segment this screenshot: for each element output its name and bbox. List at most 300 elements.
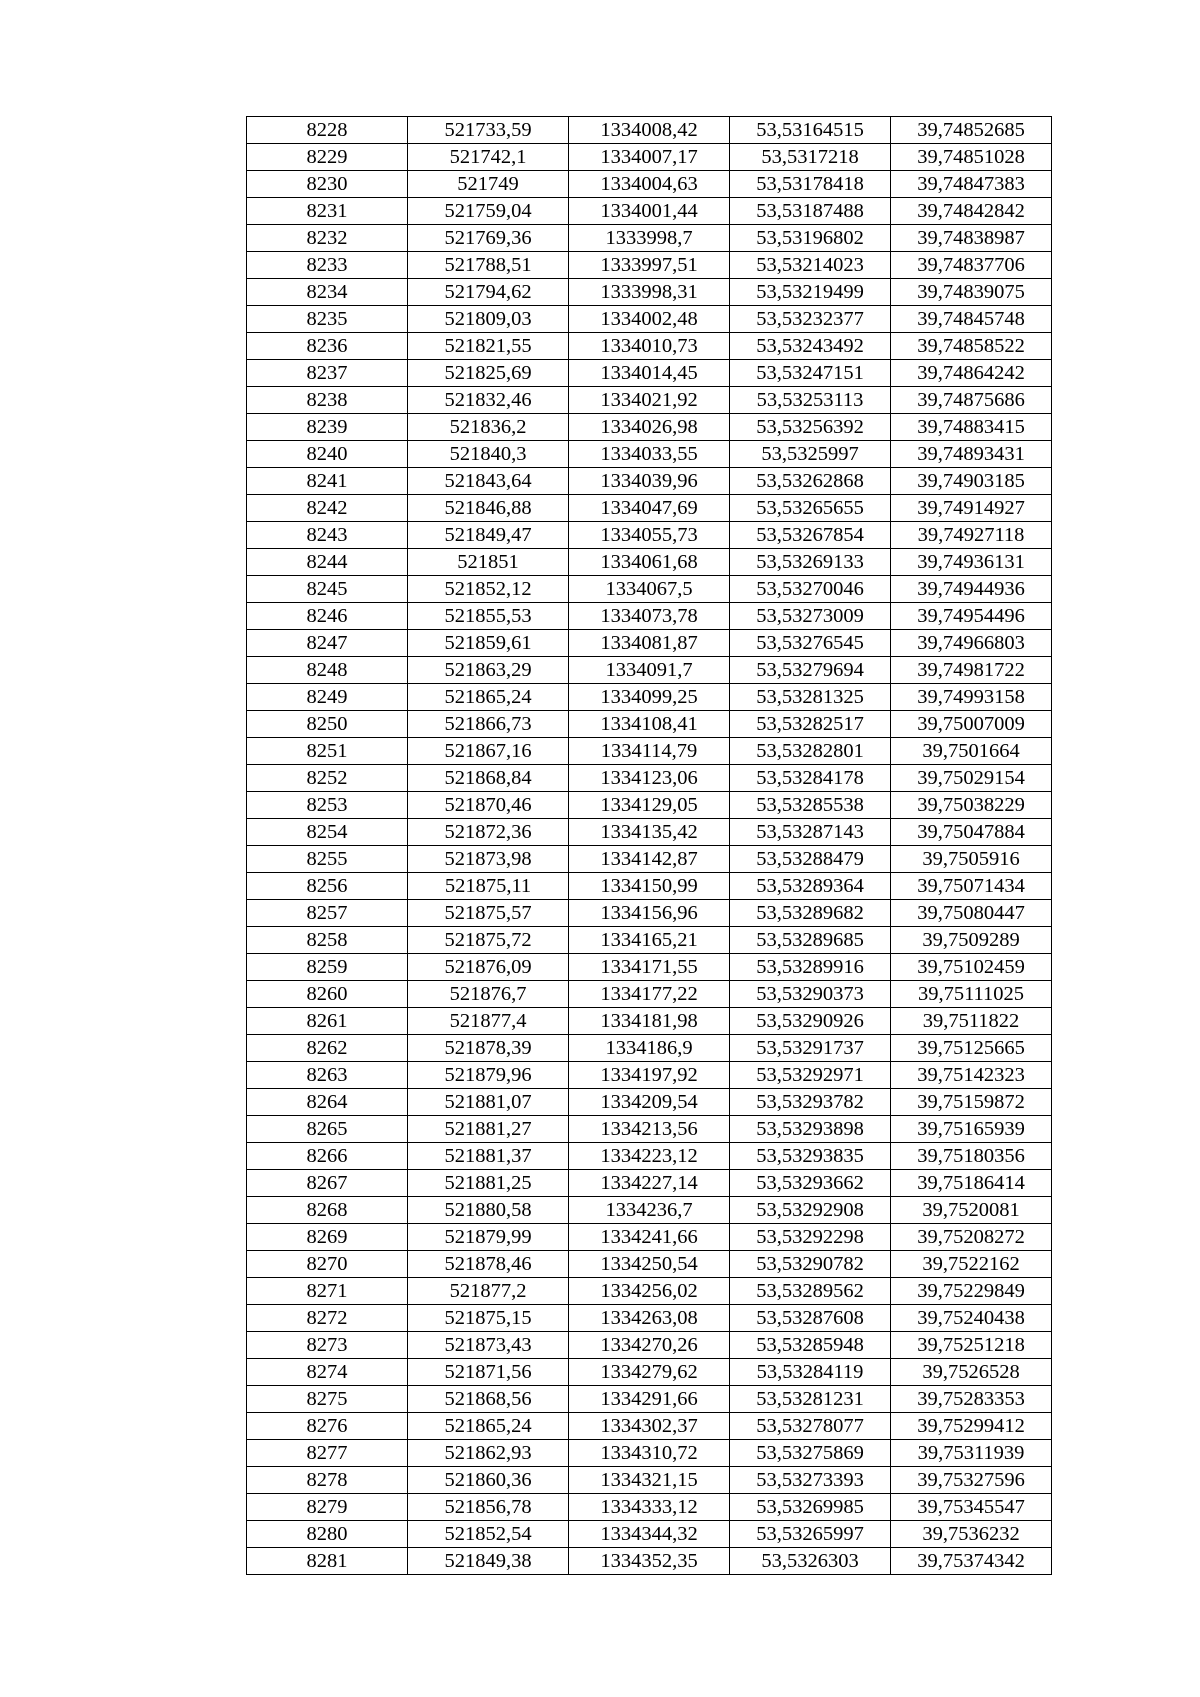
- point-number-cell: 8239: [247, 414, 408, 441]
- x-coordinate-cell: 521865,24: [408, 1413, 569, 1440]
- x-coordinate-cell: 521794,62: [408, 279, 569, 306]
- x-coordinate-cell: 521868,84: [408, 765, 569, 792]
- y-coordinate-cell: 1334001,44: [569, 198, 730, 225]
- x-coordinate-cell: 521856,78: [408, 1494, 569, 1521]
- table-row: [247, 360, 1052, 387]
- latitude-cell: 53,53178418: [730, 171, 891, 198]
- latitude-cell: 53,53290782: [730, 1251, 891, 1278]
- point-number-cell: 8250: [247, 711, 408, 738]
- point-number-cell: 8261: [247, 1008, 408, 1035]
- latitude-cell: 53,53219499: [730, 279, 891, 306]
- latitude-cell: 53,53289685: [730, 927, 891, 954]
- y-coordinate-cell: 1334091,7: [569, 657, 730, 684]
- latitude-cell: 53,53265655: [730, 495, 891, 522]
- longitude-cell: 39,74838987: [891, 225, 1052, 252]
- latitude-cell: 53,53293662: [730, 1170, 891, 1197]
- x-coordinate-cell: 521875,15: [408, 1305, 569, 1332]
- x-coordinate-cell: 521843,64: [408, 468, 569, 495]
- table-row: [247, 954, 1052, 981]
- latitude-cell: 53,53289682: [730, 900, 891, 927]
- longitude-cell: 39,75208272: [891, 1224, 1052, 1251]
- y-coordinate-cell: 1334142,87: [569, 846, 730, 873]
- x-coordinate-cell: 521821,55: [408, 333, 569, 360]
- longitude-cell: 39,74837706: [891, 252, 1052, 279]
- longitude-cell: 39,75080447: [891, 900, 1052, 927]
- x-coordinate-cell: 521836,2: [408, 414, 569, 441]
- x-coordinate-cell: 521875,72: [408, 927, 569, 954]
- longitude-cell: 39,75240438: [891, 1305, 1052, 1332]
- table-row: [247, 306, 1052, 333]
- y-coordinate-cell: 1333998,31: [569, 279, 730, 306]
- x-coordinate-cell: 521865,24: [408, 684, 569, 711]
- point-number-cell: 8248: [247, 657, 408, 684]
- latitude-cell: 53,53289916: [730, 954, 891, 981]
- table-row: [247, 1197, 1052, 1224]
- y-coordinate-cell: 1334004,63: [569, 171, 730, 198]
- table-row: [247, 1008, 1052, 1035]
- latitude-cell: 53,53273009: [730, 603, 891, 630]
- x-coordinate-cell: 521851: [408, 549, 569, 576]
- point-number-cell: 8278: [247, 1467, 408, 1494]
- latitude-cell: 53,53275869: [730, 1440, 891, 1467]
- point-number-cell: 8256: [247, 873, 408, 900]
- x-coordinate-cell: 521877,4: [408, 1008, 569, 1035]
- latitude-cell: 53,53267854: [730, 522, 891, 549]
- x-coordinate-cell: 521875,57: [408, 900, 569, 927]
- point-number-cell: 8276: [247, 1413, 408, 1440]
- longitude-cell: 39,74847383: [891, 171, 1052, 198]
- point-number-cell: 8251: [247, 738, 408, 765]
- x-coordinate-cell: 521832,46: [408, 387, 569, 414]
- latitude-cell: 53,53265997: [730, 1521, 891, 1548]
- latitude-cell: 53,53288479: [730, 846, 891, 873]
- y-coordinate-cell: 1334223,12: [569, 1143, 730, 1170]
- y-coordinate-cell: 1334008,42: [569, 117, 730, 144]
- y-coordinate-cell: 1334171,55: [569, 954, 730, 981]
- x-coordinate-cell: 521863,29: [408, 657, 569, 684]
- x-coordinate-cell: 521879,99: [408, 1224, 569, 1251]
- point-number-cell: 8234: [247, 279, 408, 306]
- y-coordinate-cell: 1334333,12: [569, 1494, 730, 1521]
- longitude-cell: 39,74981722: [891, 657, 1052, 684]
- latitude-cell: 53,53285948: [730, 1332, 891, 1359]
- longitude-cell: 39,74954496: [891, 603, 1052, 630]
- x-coordinate-cell: 521880,58: [408, 1197, 569, 1224]
- table-row: [247, 1548, 1052, 1575]
- table-row: [247, 279, 1052, 306]
- table-row: [247, 1413, 1052, 1440]
- point-number-cell: 8253: [247, 792, 408, 819]
- table-row: [247, 792, 1052, 819]
- y-coordinate-cell: 1334055,73: [569, 522, 730, 549]
- table-row: [247, 603, 1052, 630]
- x-coordinate-cell: 521759,04: [408, 198, 569, 225]
- latitude-cell: 53,53270046: [730, 576, 891, 603]
- longitude-cell: 39,74936131: [891, 549, 1052, 576]
- longitude-cell: 39,75007009: [891, 711, 1052, 738]
- longitude-cell: 39,75186414: [891, 1170, 1052, 1197]
- table-row: [247, 225, 1052, 252]
- latitude-cell: 53,53287143: [730, 819, 891, 846]
- point-number-cell: 8254: [247, 819, 408, 846]
- longitude-cell: 39,74875686: [891, 387, 1052, 414]
- point-number-cell: 8243: [247, 522, 408, 549]
- point-number-cell: 8231: [247, 198, 408, 225]
- latitude-cell: 53,53232377: [730, 306, 891, 333]
- point-number-cell: 8255: [247, 846, 408, 873]
- latitude-cell: 53,53214023: [730, 252, 891, 279]
- x-coordinate-cell: 521873,43: [408, 1332, 569, 1359]
- latitude-cell: 53,53293782: [730, 1089, 891, 1116]
- x-coordinate-cell: 521878,46: [408, 1251, 569, 1278]
- y-coordinate-cell: 1334310,72: [569, 1440, 730, 1467]
- longitude-cell: 39,75180356: [891, 1143, 1052, 1170]
- table-row: [247, 387, 1052, 414]
- longitude-cell: 39,7536232: [891, 1521, 1052, 1548]
- latitude-cell: 53,53281231: [730, 1386, 891, 1413]
- y-coordinate-cell: 1334352,35: [569, 1548, 730, 1575]
- x-coordinate-cell: 521881,37: [408, 1143, 569, 1170]
- longitude-cell: 39,75283353: [891, 1386, 1052, 1413]
- table-row: [247, 738, 1052, 765]
- table-row: [247, 549, 1052, 576]
- x-coordinate-cell: 521846,88: [408, 495, 569, 522]
- latitude-cell: 53,53290926: [730, 1008, 891, 1035]
- table-row: [247, 1278, 1052, 1305]
- y-coordinate-cell: 1334241,66: [569, 1224, 730, 1251]
- y-coordinate-cell: 1334177,22: [569, 981, 730, 1008]
- y-coordinate-cell: 1334135,42: [569, 819, 730, 846]
- longitude-cell: 39,75038229: [891, 792, 1052, 819]
- x-coordinate-cell: 521866,73: [408, 711, 569, 738]
- point-number-cell: 8230: [247, 171, 408, 198]
- longitude-cell: 39,74927118: [891, 522, 1052, 549]
- latitude-cell: 53,53285538: [730, 792, 891, 819]
- longitude-cell: 39,75165939: [891, 1116, 1052, 1143]
- latitude-cell: 53,5317218: [730, 144, 891, 171]
- latitude-cell: 53,53278077: [730, 1413, 891, 1440]
- y-coordinate-cell: 1334081,87: [569, 630, 730, 657]
- y-coordinate-cell: 1334213,56: [569, 1116, 730, 1143]
- latitude-cell: 53,53243492: [730, 333, 891, 360]
- x-coordinate-cell: 521881,25: [408, 1170, 569, 1197]
- latitude-cell: 53,53293898: [730, 1116, 891, 1143]
- y-coordinate-cell: 1333998,7: [569, 225, 730, 252]
- longitude-cell: 39,74914927: [891, 495, 1052, 522]
- longitude-cell: 39,74993158: [891, 684, 1052, 711]
- point-number-cell: 8270: [247, 1251, 408, 1278]
- point-number-cell: 8247: [247, 630, 408, 657]
- table-row: [247, 1116, 1052, 1143]
- point-number-cell: 8235: [247, 306, 408, 333]
- x-coordinate-cell: 521879,96: [408, 1062, 569, 1089]
- latitude-cell: 53,53292908: [730, 1197, 891, 1224]
- y-coordinate-cell: 1334344,32: [569, 1521, 730, 1548]
- longitude-cell: 39,75047884: [891, 819, 1052, 846]
- table-row: [247, 252, 1052, 279]
- y-coordinate-cell: 1334067,5: [569, 576, 730, 603]
- point-number-cell: 8252: [247, 765, 408, 792]
- point-number-cell: 8273: [247, 1332, 408, 1359]
- x-coordinate-cell: 521825,69: [408, 360, 569, 387]
- x-coordinate-cell: 521742,1: [408, 144, 569, 171]
- table-row: [247, 522, 1052, 549]
- x-coordinate-cell: 521870,46: [408, 792, 569, 819]
- longitude-cell: 39,75142323: [891, 1062, 1052, 1089]
- point-number-cell: 8233: [247, 252, 408, 279]
- longitude-cell: 39,75229849: [891, 1278, 1052, 1305]
- y-coordinate-cell: 1334007,17: [569, 144, 730, 171]
- point-number-cell: 8236: [247, 333, 408, 360]
- y-coordinate-cell: 1334123,06: [569, 765, 730, 792]
- longitude-cell: 39,75311939: [891, 1440, 1052, 1467]
- point-number-cell: 8272: [247, 1305, 408, 1332]
- y-coordinate-cell: 1334186,9: [569, 1035, 730, 1062]
- x-coordinate-cell: 521840,3: [408, 441, 569, 468]
- table-row: [247, 468, 1052, 495]
- x-coordinate-cell: 521809,03: [408, 306, 569, 333]
- x-coordinate-cell: 521769,36: [408, 225, 569, 252]
- latitude-cell: 53,53290373: [730, 981, 891, 1008]
- y-coordinate-cell: 1334061,68: [569, 549, 730, 576]
- latitude-cell: 53,53196802: [730, 225, 891, 252]
- y-coordinate-cell: 1334150,99: [569, 873, 730, 900]
- longitude-cell: 39,7509289: [891, 927, 1052, 954]
- y-coordinate-cell: 1334263,08: [569, 1305, 730, 1332]
- table-row: [247, 819, 1052, 846]
- longitude-cell: 39,74858522: [891, 333, 1052, 360]
- x-coordinate-cell: 521872,36: [408, 819, 569, 846]
- longitude-cell: 39,74845748: [891, 306, 1052, 333]
- y-coordinate-cell: 1334099,25: [569, 684, 730, 711]
- table-row: [247, 1467, 1052, 1494]
- y-coordinate-cell: 1334026,98: [569, 414, 730, 441]
- latitude-cell: 53,53289562: [730, 1278, 891, 1305]
- latitude-cell: 53,53284178: [730, 765, 891, 792]
- table-row: [247, 171, 1052, 198]
- point-number-cell: 8266: [247, 1143, 408, 1170]
- longitude-cell: 39,75299412: [891, 1413, 1052, 1440]
- latitude-cell: 53,53247151: [730, 360, 891, 387]
- y-coordinate-cell: 1334033,55: [569, 441, 730, 468]
- latitude-cell: 53,53289364: [730, 873, 891, 900]
- point-number-cell: 8269: [247, 1224, 408, 1251]
- longitude-cell: 39,74966803: [891, 630, 1052, 657]
- table-row: [247, 981, 1052, 1008]
- point-number-cell: 8280: [247, 1521, 408, 1548]
- latitude-cell: 53,53284119: [730, 1359, 891, 1386]
- latitude-cell: 53,53269133: [730, 549, 891, 576]
- table-row: [247, 144, 1052, 171]
- longitude-cell: 39,74883415: [891, 414, 1052, 441]
- table-row: [247, 1386, 1052, 1413]
- point-number-cell: 8281: [247, 1548, 408, 1575]
- point-number-cell: 8238: [247, 387, 408, 414]
- x-coordinate-cell: 521878,39: [408, 1035, 569, 1062]
- x-coordinate-cell: 521867,16: [408, 738, 569, 765]
- point-number-cell: 8268: [247, 1197, 408, 1224]
- latitude-cell: 53,53187488: [730, 198, 891, 225]
- point-number-cell: 8229: [247, 144, 408, 171]
- x-coordinate-cell: 521871,56: [408, 1359, 569, 1386]
- point-number-cell: 8228: [247, 117, 408, 144]
- y-coordinate-cell: 1334010,73: [569, 333, 730, 360]
- x-coordinate-cell: 521788,51: [408, 252, 569, 279]
- x-coordinate-cell: 521859,61: [408, 630, 569, 657]
- latitude-cell: 53,53164515: [730, 117, 891, 144]
- latitude-cell: 53,53282801: [730, 738, 891, 765]
- y-coordinate-cell: 1334073,78: [569, 603, 730, 630]
- y-coordinate-cell: 1334181,98: [569, 1008, 730, 1035]
- y-coordinate-cell: 1334321,15: [569, 1467, 730, 1494]
- y-coordinate-cell: 1334256,02: [569, 1278, 730, 1305]
- point-number-cell: 8241: [247, 468, 408, 495]
- coordinates-table-body: [247, 117, 1052, 1575]
- longitude-cell: 39,74864242: [891, 360, 1052, 387]
- longitude-cell: 39,7526528: [891, 1359, 1052, 1386]
- y-coordinate-cell: 1334279,62: [569, 1359, 730, 1386]
- point-number-cell: 8237: [247, 360, 408, 387]
- table-row: [247, 630, 1052, 657]
- y-coordinate-cell: 1334250,54: [569, 1251, 730, 1278]
- table-row: [247, 765, 1052, 792]
- latitude-cell: 53,53269985: [730, 1494, 891, 1521]
- longitude-cell: 39,74852685: [891, 117, 1052, 144]
- x-coordinate-cell: 521876,7: [408, 981, 569, 1008]
- point-number-cell: 8277: [247, 1440, 408, 1467]
- table-row: [247, 1251, 1052, 1278]
- latitude-cell: 53,53273393: [730, 1467, 891, 1494]
- x-coordinate-cell: 521875,11: [408, 873, 569, 900]
- longitude-cell: 39,74851028: [891, 144, 1052, 171]
- x-coordinate-cell: 521849,47: [408, 522, 569, 549]
- point-number-cell: 8244: [247, 549, 408, 576]
- point-number-cell: 8275: [247, 1386, 408, 1413]
- table-row: [247, 1062, 1052, 1089]
- longitude-cell: 39,75029154: [891, 765, 1052, 792]
- y-coordinate-cell: 1334291,66: [569, 1386, 730, 1413]
- point-number-cell: 8274: [247, 1359, 408, 1386]
- y-coordinate-cell: 1334227,14: [569, 1170, 730, 1197]
- table-row: [247, 927, 1052, 954]
- x-coordinate-cell: 521877,2: [408, 1278, 569, 1305]
- table-row: [247, 684, 1052, 711]
- table-row: [247, 1305, 1052, 1332]
- table-row: [247, 1359, 1052, 1386]
- y-coordinate-cell: 1334114,79: [569, 738, 730, 765]
- longitude-cell: 39,75111025: [891, 981, 1052, 1008]
- y-coordinate-cell: 1334302,37: [569, 1413, 730, 1440]
- latitude-cell: 53,5325997: [730, 441, 891, 468]
- x-coordinate-cell: 521876,09: [408, 954, 569, 981]
- table-row: [247, 1089, 1052, 1116]
- longitude-cell: 39,75071434: [891, 873, 1052, 900]
- point-number-cell: 8279: [247, 1494, 408, 1521]
- latitude-cell: 53,53293835: [730, 1143, 891, 1170]
- longitude-cell: 39,7501664: [891, 738, 1052, 765]
- latitude-cell: 53,53287608: [730, 1305, 891, 1332]
- y-coordinate-cell: 1334236,7: [569, 1197, 730, 1224]
- point-number-cell: 8249: [247, 684, 408, 711]
- table-row: [247, 1170, 1052, 1197]
- latitude-cell: 53,5326303: [730, 1548, 891, 1575]
- longitude-cell: 39,74893431: [891, 441, 1052, 468]
- longitude-cell: 39,7522162: [891, 1251, 1052, 1278]
- table-row: [247, 657, 1052, 684]
- point-number-cell: 8232: [247, 225, 408, 252]
- longitude-cell: 39,7511822: [891, 1008, 1052, 1035]
- latitude-cell: 53,53279694: [730, 657, 891, 684]
- point-number-cell: 8242: [247, 495, 408, 522]
- table-row: [247, 1224, 1052, 1251]
- point-number-cell: 8245: [247, 576, 408, 603]
- x-coordinate-cell: 521749: [408, 171, 569, 198]
- x-coordinate-cell: 521881,07: [408, 1089, 569, 1116]
- y-coordinate-cell: 1334270,26: [569, 1332, 730, 1359]
- x-coordinate-cell: 521852,12: [408, 576, 569, 603]
- y-coordinate-cell: 1334165,21: [569, 927, 730, 954]
- table-row: [247, 495, 1052, 522]
- y-coordinate-cell: 1334039,96: [569, 468, 730, 495]
- x-coordinate-cell: 521862,93: [408, 1440, 569, 1467]
- point-number-cell: 8259: [247, 954, 408, 981]
- point-number-cell: 8267: [247, 1170, 408, 1197]
- table-row: [247, 1494, 1052, 1521]
- table-row: [247, 1332, 1052, 1359]
- longitude-cell: 39,75159872: [891, 1089, 1052, 1116]
- point-number-cell: 8260: [247, 981, 408, 1008]
- latitude-cell: 53,53292298: [730, 1224, 891, 1251]
- longitude-cell: 39,75345547: [891, 1494, 1052, 1521]
- point-number-cell: 8262: [247, 1035, 408, 1062]
- latitude-cell: 53,53256392: [730, 414, 891, 441]
- latitude-cell: 53,53253113: [730, 387, 891, 414]
- point-number-cell: 8258: [247, 927, 408, 954]
- x-coordinate-cell: 521852,54: [408, 1521, 569, 1548]
- x-coordinate-cell: 521733,59: [408, 117, 569, 144]
- table-row: [247, 414, 1052, 441]
- longitude-cell: 39,75374342: [891, 1548, 1052, 1575]
- table-row: [247, 900, 1052, 927]
- table-row: [247, 1521, 1052, 1548]
- y-coordinate-cell: 1334156,96: [569, 900, 730, 927]
- longitude-cell: 39,74944936: [891, 576, 1052, 603]
- x-coordinate-cell: 521868,56: [408, 1386, 569, 1413]
- x-coordinate-cell: 521873,98: [408, 846, 569, 873]
- x-coordinate-cell: 521855,53: [408, 603, 569, 630]
- x-coordinate-cell: 521849,38: [408, 1548, 569, 1575]
- longitude-cell: 39,74842842: [891, 198, 1052, 225]
- table-row: [247, 198, 1052, 225]
- table-row: [247, 873, 1052, 900]
- longitude-cell: 39,7505916: [891, 846, 1052, 873]
- y-coordinate-cell: 1334129,05: [569, 792, 730, 819]
- x-coordinate-cell: 521860,36: [408, 1467, 569, 1494]
- latitude-cell: 53,53281325: [730, 684, 891, 711]
- table-row: [247, 576, 1052, 603]
- y-coordinate-cell: 1334014,45: [569, 360, 730, 387]
- longitude-cell: 39,75102459: [891, 954, 1052, 981]
- point-number-cell: 8265: [247, 1116, 408, 1143]
- latitude-cell: 53,53262868: [730, 468, 891, 495]
- table-row: [247, 333, 1052, 360]
- point-number-cell: 8246: [247, 603, 408, 630]
- y-coordinate-cell: 1334209,54: [569, 1089, 730, 1116]
- table-row: [247, 441, 1052, 468]
- table-row: [247, 711, 1052, 738]
- x-coordinate-cell: 521881,27: [408, 1116, 569, 1143]
- longitude-cell: 39,75327596: [891, 1467, 1052, 1494]
